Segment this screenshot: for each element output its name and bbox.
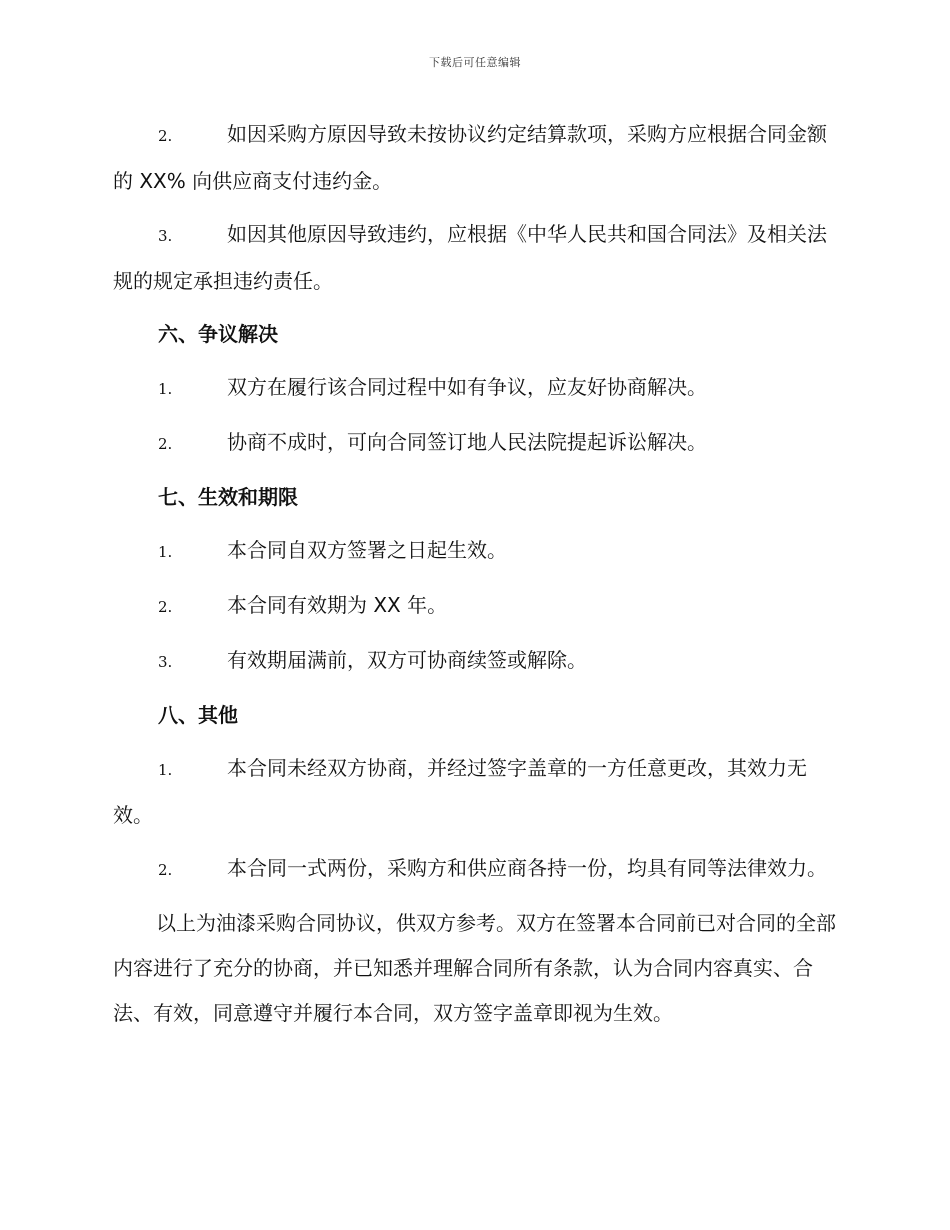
clause-number: 2. bbox=[158, 435, 173, 453]
closing-paragraph: 以上为油漆采购合同协议，供双方参考。双方在签署本合同前已对合同的全部内容进行了充分的协商，并已知悉并理解合同所有条款，认为合同内容真实、合法、有效，同意遵守并履行本合同，双方签字盖章即视为生效。 bbox=[113, 911, 836, 1025]
clause-text: 本合同自双方签署之日起生效。 bbox=[227, 538, 507, 562]
page-header-note: 下载后可任意编辑 bbox=[429, 56, 521, 69]
section-heading-effect: 七、生效和期限 bbox=[158, 485, 298, 509]
clause-item bbox=[113, 846, 838, 893]
clause-item bbox=[113, 746, 838, 838]
section-heading-other: 八、其他 bbox=[158, 703, 238, 727]
clause-number: 1. bbox=[158, 761, 173, 779]
document-body bbox=[113, 112, 838, 1036]
clause-item bbox=[113, 638, 838, 685]
clause-item bbox=[113, 583, 838, 630]
clause-item bbox=[113, 528, 838, 575]
clause-number: 2. bbox=[158, 598, 173, 616]
clause-text: 本合同未经双方协商，并经过签字盖章的一方任意更改，其效力无效。 bbox=[113, 756, 807, 827]
clause-text: 协商不成时，可向合同签订地人民法院提起诉讼解决。 bbox=[227, 430, 707, 454]
clause-item bbox=[113, 365, 838, 412]
clause-text: 有效期届满前，双方可协商续签或解除。 bbox=[227, 648, 587, 672]
clause-number: 3. bbox=[158, 227, 173, 245]
clause-text: 本合同有效期为 XX 年。 bbox=[227, 593, 448, 617]
clause-number: 2. bbox=[158, 861, 173, 879]
clause-item bbox=[113, 112, 838, 204]
clause-number: 1. bbox=[158, 543, 173, 561]
clause-text: 如因采购方原因导致未按协议约定结算款项，采购方应根据合同金额的 XX% 向供应商支付违约金。 bbox=[113, 122, 827, 193]
clause-number: 3. bbox=[158, 653, 173, 671]
clause-item bbox=[113, 212, 838, 304]
clause-text: 如因其他原因导致违约，应根据《中华人民共和国合同法》及相关法规的规定承担违约责任。 bbox=[113, 222, 827, 293]
clause-number: 1. bbox=[158, 380, 173, 398]
section-heading-dispute: 六、争议解决 bbox=[158, 322, 278, 346]
clause-text: 本合同一式两份，采购方和供应商各持一份，均具有同等法律效力。 bbox=[227, 856, 827, 880]
clause-item bbox=[113, 420, 838, 467]
clause-text: 双方在履行该合同过程中如有争议，应友好协商解决。 bbox=[227, 375, 707, 399]
clause-number: 2. bbox=[158, 127, 173, 145]
